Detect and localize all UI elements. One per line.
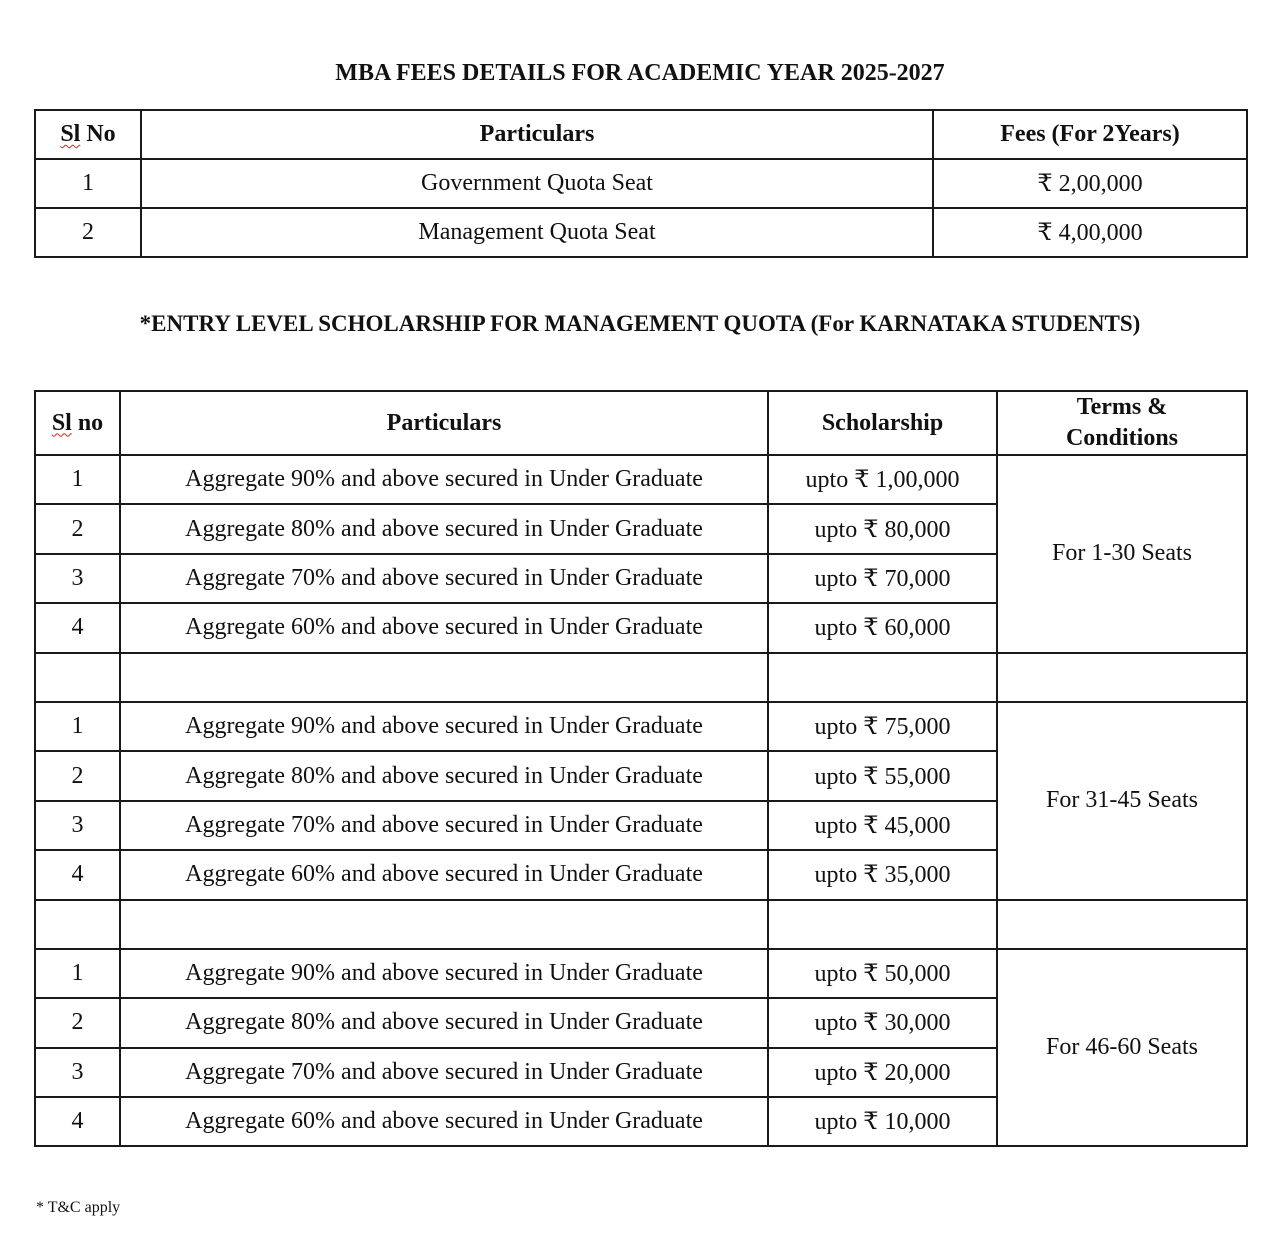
scholarship-sl: 4 (35, 850, 120, 899)
footnote: * T&C apply (36, 1199, 121, 1216)
scholarship-header-amount: Scholarship (768, 391, 997, 455)
blank-cell (997, 653, 1247, 702)
scholarship-sl: 1 (35, 949, 120, 998)
scholarship-amount: upto ₹ 35,000 (768, 850, 997, 899)
fees-header-fees: Fees (For 2Years) (933, 110, 1247, 159)
scholarship-amount: upto ₹ 55,000 (768, 751, 997, 800)
blank-cell (768, 900, 997, 949)
blank-cell (768, 653, 997, 702)
scholarship-amount: upto ₹ 75,000 (768, 702, 997, 751)
blank-cell (35, 900, 120, 949)
fees-sl: 1 (35, 159, 141, 208)
blank-cell (120, 900, 768, 949)
scholarship-sl: 2 (35, 998, 120, 1047)
scholarship-sl: 4 (35, 1097, 120, 1146)
scholarship-particulars: Aggregate 70% and above secured in Under Graduate (120, 1048, 768, 1097)
fees-amount: ₹ 4,00,000 (933, 208, 1247, 257)
table-row (35, 159, 1247, 208)
table-row (35, 208, 1247, 257)
scholarship-amount: upto ₹ 50,000 (768, 949, 997, 998)
scholarship-amount: upto ₹ 20,000 (768, 1048, 997, 1097)
scholarship-amount: upto ₹ 30,000 (768, 998, 997, 1047)
blank-row (35, 653, 1247, 702)
table-row (35, 949, 1247, 998)
blank-cell (35, 653, 120, 702)
fees-title: MBA FEES DETAILS FOR ACADEMIC YEAR 2025-2027 (335, 60, 945, 86)
table-row (35, 702, 1247, 751)
scholarship-header-particulars: Particulars (120, 391, 768, 455)
scholarship-title: *ENTRY LEVEL SCHOLARSHIP FOR MANAGEMENT QUOTA (For KARNATAKA STUDENTS) (139, 311, 1141, 336)
scholarship-amount: upto ₹ 1,00,000 (768, 455, 997, 504)
scholarship-particulars: Aggregate 90% and above secured in Under Graduate (120, 702, 768, 751)
fees-particulars: Government Quota Seat (141, 159, 933, 208)
scholarship-header-row (35, 391, 1247, 455)
fees-particulars: Management Quota Seat (141, 208, 933, 257)
scholarship-sl: 3 (35, 554, 120, 603)
fees-header-particulars: Particulars (141, 110, 933, 159)
scholarship-amount: upto ₹ 45,000 (768, 801, 997, 850)
scholarship-particulars: Aggregate 90% and above secured in Under Graduate (120, 455, 768, 504)
scholarship-particulars: Aggregate 70% and above secured in Under Graduate (120, 554, 768, 603)
blank-cell (120, 653, 768, 702)
scholarship-terms: For 1-30 Seats (997, 455, 1247, 653)
scholarship-particulars: Aggregate 60% and above secured in Under Graduate (120, 603, 768, 652)
scholarship-amount: upto ₹ 80,000 (768, 504, 997, 553)
scholarship-sl: 3 (35, 1048, 120, 1097)
blank-row (35, 900, 1247, 949)
scholarship-particulars: Aggregate 70% and above secured in Under Graduate (120, 801, 768, 850)
scholarship-header-terms: Terms & Conditions (997, 391, 1247, 455)
scholarship-particulars: Aggregate 60% and above secured in Under Graduate (120, 850, 768, 899)
table-row (35, 455, 1247, 504)
scholarship-header-sl: Sl no (35, 391, 120, 455)
fees-header-sl: Sl No (35, 110, 141, 159)
scholarship-sl: 1 (35, 455, 120, 504)
scholarship-particulars: Aggregate 90% and above secured in Under Graduate (120, 949, 768, 998)
blank-cell (997, 900, 1247, 949)
scholarship-terms: For 46-60 Seats (997, 949, 1247, 1147)
scholarship-particulars: Aggregate 80% and above secured in Under Graduate (120, 998, 768, 1047)
scholarship-sl: 4 (35, 603, 120, 652)
scholarship-amount: upto ₹ 70,000 (768, 554, 997, 603)
fees-header-row (35, 110, 1247, 159)
scholarship-sl: 1 (35, 702, 120, 751)
scholarship-terms: For 31-45 Seats (997, 702, 1247, 900)
fees-table (34, 109, 1248, 258)
scholarship-sl: 3 (35, 801, 120, 850)
scholarship-sl: 2 (35, 751, 120, 800)
scholarship-table (34, 390, 1248, 1147)
fees-amount: ₹ 2,00,000 (933, 159, 1247, 208)
scholarship-amount: upto ₹ 60,000 (768, 603, 997, 652)
scholarship-sl: 2 (35, 504, 120, 553)
scholarship-amount: upto ₹ 10,000 (768, 1097, 997, 1146)
scholarship-particulars: Aggregate 80% and above secured in Under Graduate (120, 504, 768, 553)
fees-sl: 2 (35, 208, 141, 257)
scholarship-particulars: Aggregate 80% and above secured in Under Graduate (120, 751, 768, 800)
scholarship-particulars: Aggregate 60% and above secured in Under Graduate (120, 1097, 768, 1146)
